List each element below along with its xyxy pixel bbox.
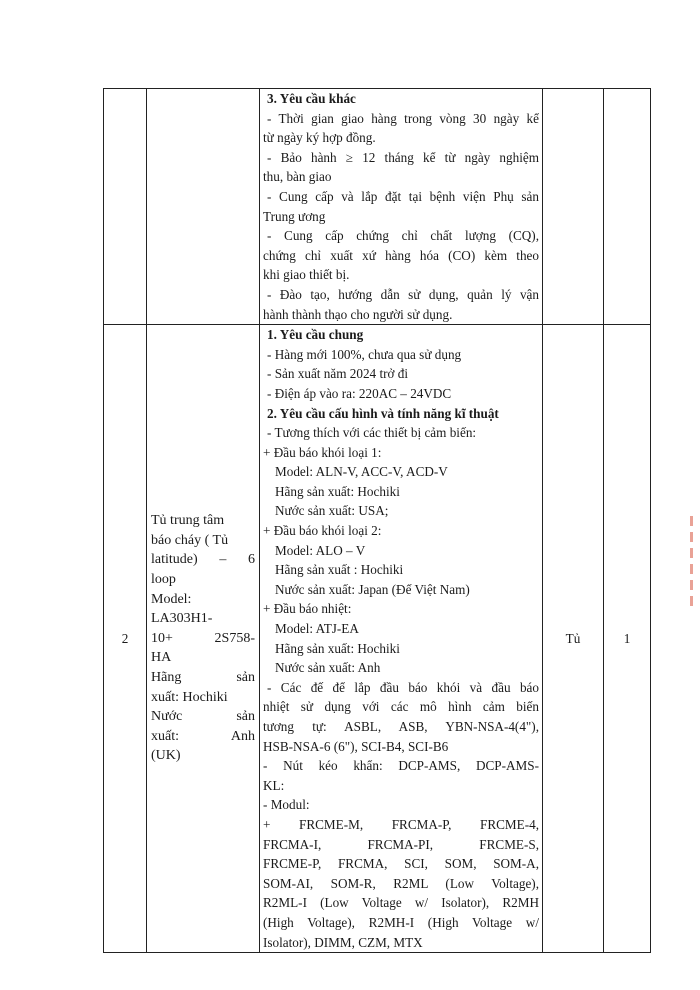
unit-cell: Tủ xyxy=(543,325,604,953)
spec-line: - Điện áp vào ra: 220AC – 24VDC xyxy=(267,385,452,401)
stt-cell: 2 xyxy=(104,325,147,953)
section-heading: 2. Yêu cầu cấu hình và tính năng kĩ thuật xyxy=(267,405,499,421)
spec-line: Nước sản xuất: Japan (Đế Việt Nam) xyxy=(275,581,470,597)
spec-line: - Đào tạo, hướng dẫn sử dụng, quản lý vận xyxy=(267,286,539,302)
spec-line: khi giao thiết bị. xyxy=(263,267,350,283)
spec-line: Hãng sản xuất : Hochiki xyxy=(275,562,404,578)
table-row-item-2 xyxy=(104,325,651,953)
spec-line: Trung ương xyxy=(263,208,326,224)
table-row-previous xyxy=(104,89,651,325)
spec-line: FRCMA-I, FRCMA-PI, FRCME-S, xyxy=(263,836,539,852)
spec-line: (High Voltage), R2MH-I (High Voltage w/ xyxy=(263,914,539,930)
spec-line: Nước sản xuất: Anh xyxy=(275,660,381,676)
specification-table xyxy=(103,88,651,953)
spec-line: + Đầu báo khói loại 1: xyxy=(263,444,382,460)
spec-line: FRCME-P, FRCMA, SCI, SOM, SOM-A, xyxy=(263,856,539,872)
section-heading: 1. Yêu cầu chung xyxy=(267,327,364,343)
spec-line: Model: ATJ-EA xyxy=(275,621,359,637)
item-name-line: 10+ 2S758- xyxy=(151,630,255,646)
spec-line: HSB-NSA-6 (6"), SCI-B4, SCI-B6 xyxy=(263,738,449,754)
item-name-line: xuất: Anh xyxy=(151,728,255,744)
spec-line: - Các đế để lắp đầu báo khói và đầu báo xyxy=(267,679,539,695)
item-name-line: Tủ trung tâm xyxy=(151,513,225,529)
quantity-cell: 1 xyxy=(604,325,651,953)
spec-line: + Đầu báo khói loại 2: xyxy=(263,523,382,539)
spec-line: KL: xyxy=(263,777,285,793)
spec-line: - Modul: xyxy=(263,797,310,813)
item-name-line: loop xyxy=(151,572,176,588)
spec-line: R2ML-I (Low Voltage w/ Isolator), R2MH xyxy=(263,895,539,911)
spec-cell-other-requirements xyxy=(260,89,543,325)
item-name-line: Nước sản xyxy=(151,709,255,725)
spec-line: SOM-AI, SOM-R, R2ML (Low Voltage), xyxy=(263,875,539,891)
stt-cell-empty xyxy=(104,89,147,325)
spec-line: Hãng sản xuất: Hochiki xyxy=(275,640,400,656)
item-name-line: Hãng sản xyxy=(151,670,255,686)
spec-line: Isolator), DIMM, CZM, MTX xyxy=(263,934,423,950)
item-name-cell xyxy=(147,325,260,953)
spec-line: thu, bàn giao xyxy=(263,169,332,185)
name-cell-empty xyxy=(147,89,260,325)
spec-line: - Cung cấp và lắp đặt tại bệnh viện Phụ sản xyxy=(267,188,539,204)
spec-line: - Cung cấp chứng chỉ chất lượng (CQ), xyxy=(267,228,539,244)
spec-line: - Bảo hành ≥ 12 tháng kể từ ngày nghiệm xyxy=(267,149,539,165)
spec-cell xyxy=(260,325,543,953)
unit-cell-empty xyxy=(543,89,604,325)
item-name-line: báo cháy ( Tủ xyxy=(151,532,229,548)
section-heading: 3. Yêu cầu khác xyxy=(267,91,356,106)
spec-line: - Thời gian giao hàng trong vòng 30 ngày kể xyxy=(267,110,539,126)
spec-line: chứng chỉ xuất xứ hàng hóa (CO) kèm theo xyxy=(263,247,539,263)
spec-line: Model: ALN-V, ACC-V, ACD-V xyxy=(275,464,448,480)
spec-line: - Nút kéo khẩn: DCP-AMS, DCP-AMS- xyxy=(263,758,539,774)
spec-line: + FRCME-M, FRCMA-P, FRCME-4, xyxy=(263,816,539,832)
spec-line: - Tương thích với các thiết bị cảm biến: xyxy=(267,425,477,441)
spec-line: Model: ALO – V xyxy=(275,542,366,558)
item-name-line: HA xyxy=(151,650,172,666)
item-name-line: Model: xyxy=(151,591,192,607)
stamp-edge-mark xyxy=(684,510,698,640)
spec-line: Nước sản xuất: USA; xyxy=(275,503,389,519)
qty-cell-empty xyxy=(604,89,651,325)
item-name-line: LA303H1- xyxy=(151,611,213,627)
item-name-line: (UK) xyxy=(151,748,181,764)
spec-line: - Sản xuất năm 2024 trở đi xyxy=(267,366,409,382)
spec-line: + Đầu báo nhiệt: xyxy=(263,601,352,617)
spec-line: hành thành thạo cho người sử dụng. xyxy=(263,306,453,322)
item-name-line: xuất: Hochiki xyxy=(151,689,228,705)
spec-line: nhiệt sử dụng với các mô hình cảm biến xyxy=(263,699,539,715)
spec-line: từ ngày ký hợp đồng. xyxy=(263,130,376,146)
spec-line: - Hàng mới 100%, chưa qua sử dụng xyxy=(267,346,462,362)
spec-line: tương tự: ASBL, ASB, YBN-NSA-4(4"), xyxy=(263,719,539,734)
item-name-line: latitude) – 6 xyxy=(151,552,255,568)
spec-line: Hãng sản xuất: Hochiki xyxy=(275,483,400,499)
